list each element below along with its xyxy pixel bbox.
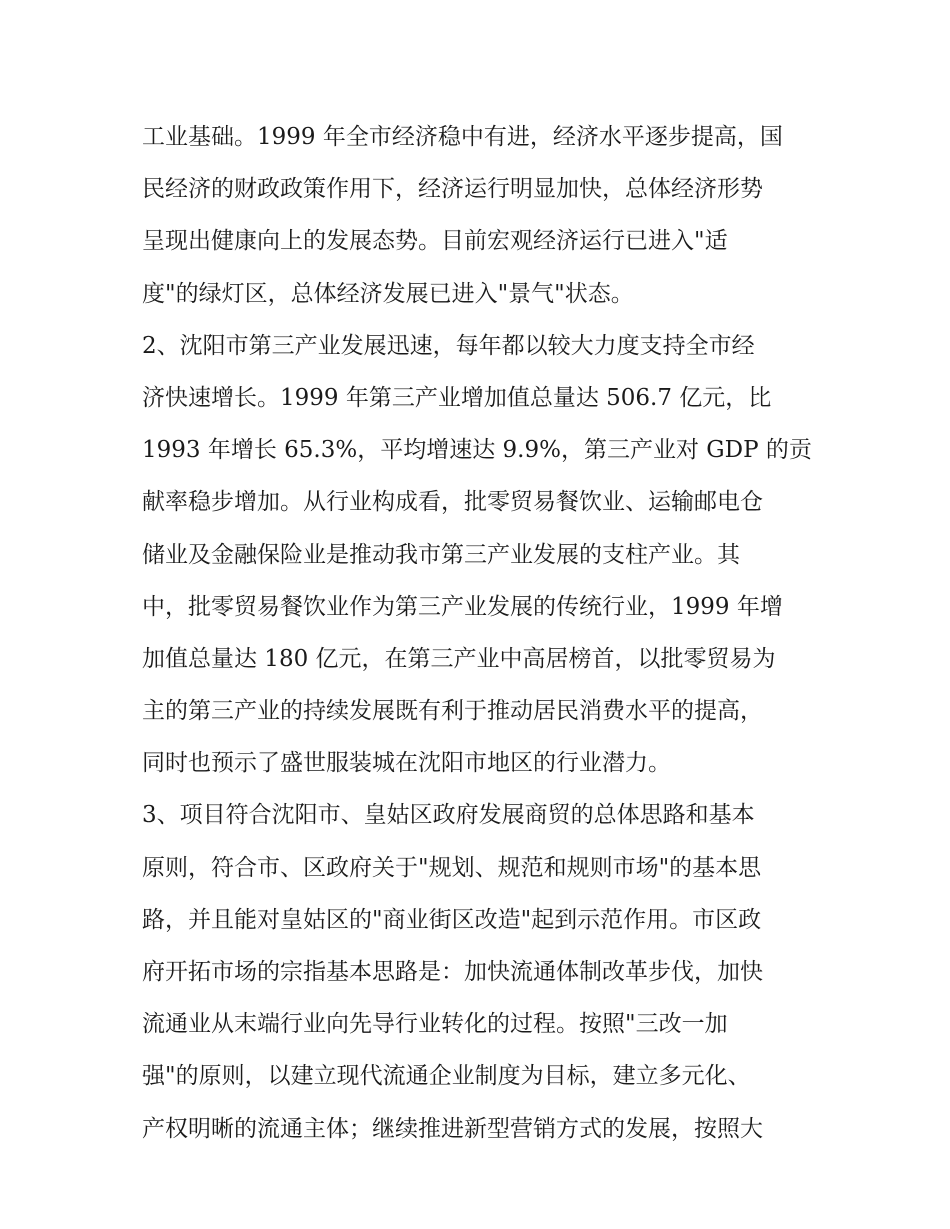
text-line: 储业及金融保险业是推动我市第三产业发展的支柱产业。其	[142, 541, 740, 568]
text-line: 呈现出健康向上的发展态势。目前宏观经济运行已进入"适	[142, 228, 728, 255]
text-line: 同时也预示了盛世服装城在沈阳市地区的行业潜力。	[142, 750, 671, 777]
text-line: 献率稳步增加。从行业构成看，批零贸易餐饮业、运输邮电仓	[142, 489, 763, 516]
text-line: 强"的原则，以建立现代流通企业制度为目标，建立多元化、	[142, 1063, 751, 1090]
text-line: 1993 年增长 65.3%，平均增速达 9.9%，第三产业对 GDP 的贡	[142, 437, 812, 464]
text-line: 度"的绿灯区，总体经济发展已进入"景气"状态。	[142, 280, 634, 307]
text-line: 加值总量达 180 亿元，在第三产业中高居榜首，以批零贸易为	[142, 645, 776, 672]
text-line: 府开拓市场的宗指基本思路是：加快流通体制改革步伐，加快	[142, 959, 763, 985]
text-line: 工业基础。1999 年全市经济稳中有进，经济水平逐步提高，国	[142, 124, 783, 150]
text-line: 民经济的财政政策作用下，经济运行明显加快，总体经济形势	[142, 176, 763, 203]
text-line: 3、项目符合沈阳市、皇姑区政府发展商贸的总体思路和基本	[142, 802, 755, 829]
text-line: 原则，符合市、区政府关于"规划、规范和规则市场"的基本思	[142, 854, 762, 881]
text-line: 主的第三产业的持续发展既有利于推动居民消费水平的提高，	[142, 698, 763, 725]
text-line: 中，批零贸易餐饮业作为第三产业发展的传统行业，1999 年增	[142, 593, 783, 620]
text-line: 2、沈阳市第三产业发展迅速，每年都以较大力度支持全市经	[142, 332, 755, 359]
text-line: 产权明晰的流通主体；继续推进新型营销方式的发展，按照大	[142, 1115, 763, 1142]
text-line: 流通业从末端行业向先导行业转化的过程。按照"三改一加	[142, 1011, 728, 1038]
text-line: 路，并且能对皇姑区的"商业街区改造"起到示范作用。市区政	[142, 906, 762, 933]
body-text	[142, 111, 822, 1155]
text-line: 济快速增长。1999 年第三产业增加值总量达 506.7 亿元，比	[142, 384, 772, 411]
